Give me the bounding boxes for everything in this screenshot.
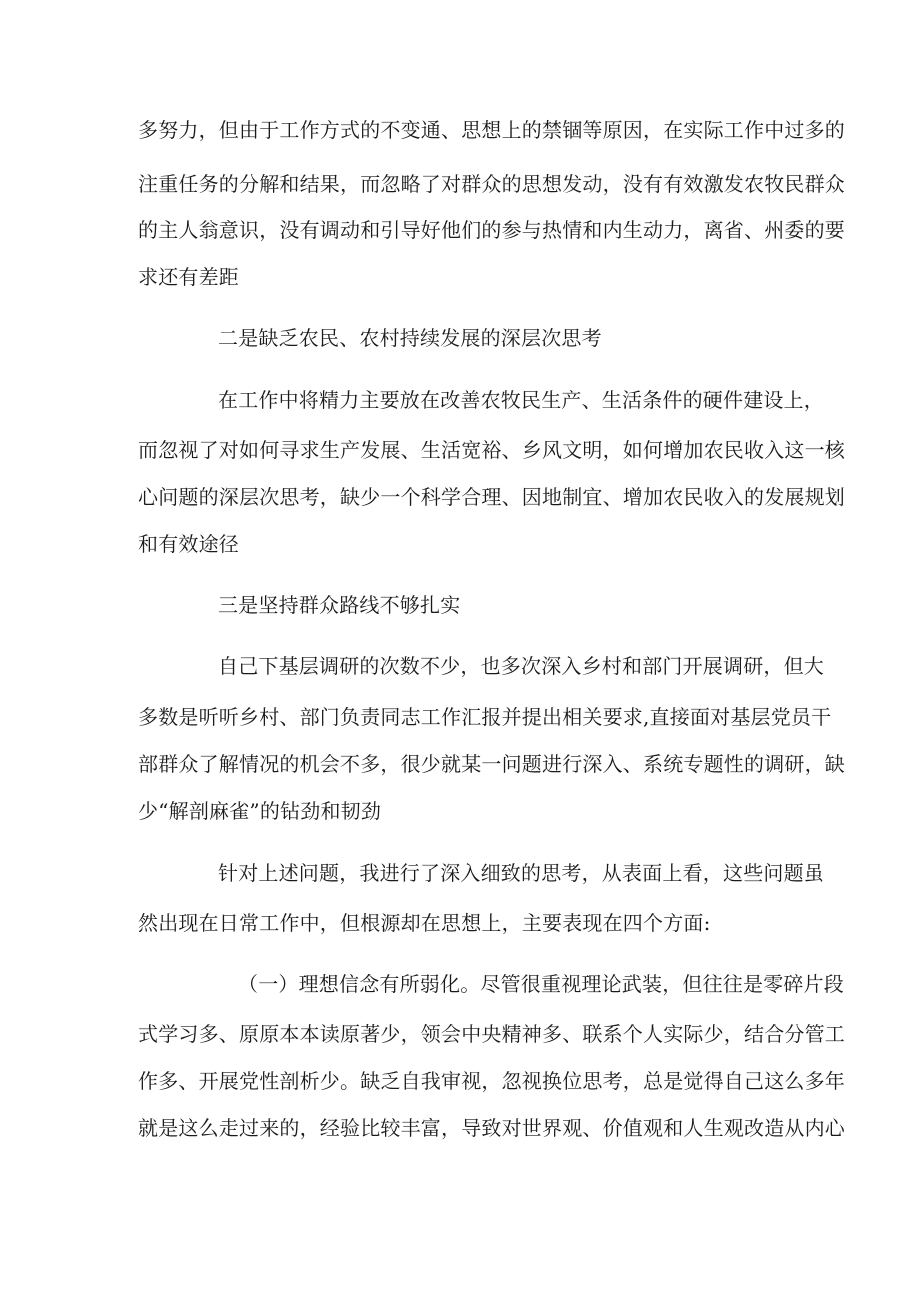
section-heading-3: 三是坚持群众路线不够扎实 bbox=[218, 593, 461, 617]
paragraph-4-line-2: 然出现在日常工作中，但根源却在思想上，主要表现在四个方面: bbox=[138, 911, 711, 935]
paragraph-2-line-3: 心问题的深层次思考，缺少一个科学合理、因地制宜、增加农民收入的发展规划 bbox=[138, 485, 845, 509]
paragraph-3-line-4: 少“解剖麻雀”的钻劲和韧劲 bbox=[138, 799, 382, 823]
paragraph-1-line-4: 求还有差距 bbox=[138, 265, 239, 289]
paragraph-5-line-2: 式学习多、原原本本读原著少，领会中央精神多、联系个人实际少，结合分管工 bbox=[138, 1022, 845, 1046]
paragraph-2-line-2: 而忽视了对如何寻求生产发展、生活宽裕、乡风文明，如何增加农民收入这一核 bbox=[138, 438, 845, 462]
paragraph-5-line-4: 就是这么走过来的，经验比较丰富，导致对世界观、价值观和人生观改造从内心 bbox=[138, 1116, 845, 1140]
paragraph-1-line-1: 多努力，但由于工作方式的不变通、思想上的禁锢等原因，在实际工作中过多的 bbox=[138, 118, 845, 142]
paragraph-2-line-4: 和有效途径 bbox=[138, 532, 239, 556]
paragraph-1-line-3: 的主人翁意识，没有调动和引导好他们的参与热情和内生动力，离省、州委的要 bbox=[138, 218, 845, 242]
section-heading-2: 二是缺乏农民、农村持续发展的深层次思考 bbox=[218, 326, 602, 350]
paragraph-5-line-1: （一）理想信念有所弱化。尽管很重视理论武装，但往往是零碎片段 bbox=[238, 972, 844, 996]
paragraph-3-line-2: 多数是听听乡村、部门负责同志工作汇报并提出相关要求,直接面对基层党员干 bbox=[138, 705, 832, 729]
paragraph-3-line-3: 部群众了解情况的机会不多，很少就某一问题进行深入、系统专题性的调研，缺 bbox=[138, 752, 845, 776]
paragraph-3-line-1: 自己下基层调研的次数不少，也多次深入乡村和部门开展调研，但大 bbox=[218, 654, 824, 678]
paragraph-5-line-3: 作多、开展党性剖析少。缺乏自我审视，忽视换位思考，总是觉得自己这么多年 bbox=[138, 1069, 845, 1093]
paragraph-4-line-1: 针对上述问题，我进行了深入细致的思考，从表面上看，这些问题虽 bbox=[218, 861, 824, 885]
paragraph-1-line-2: 注重任务的分解和结果，而忽略了对群众的思想发动，没有有效激发农牧民群众 bbox=[138, 172, 845, 196]
paragraph-2-line-1: 在工作中将精力主要放在改善农牧民生产、生活条件的硬件建设上， bbox=[218, 388, 824, 412]
